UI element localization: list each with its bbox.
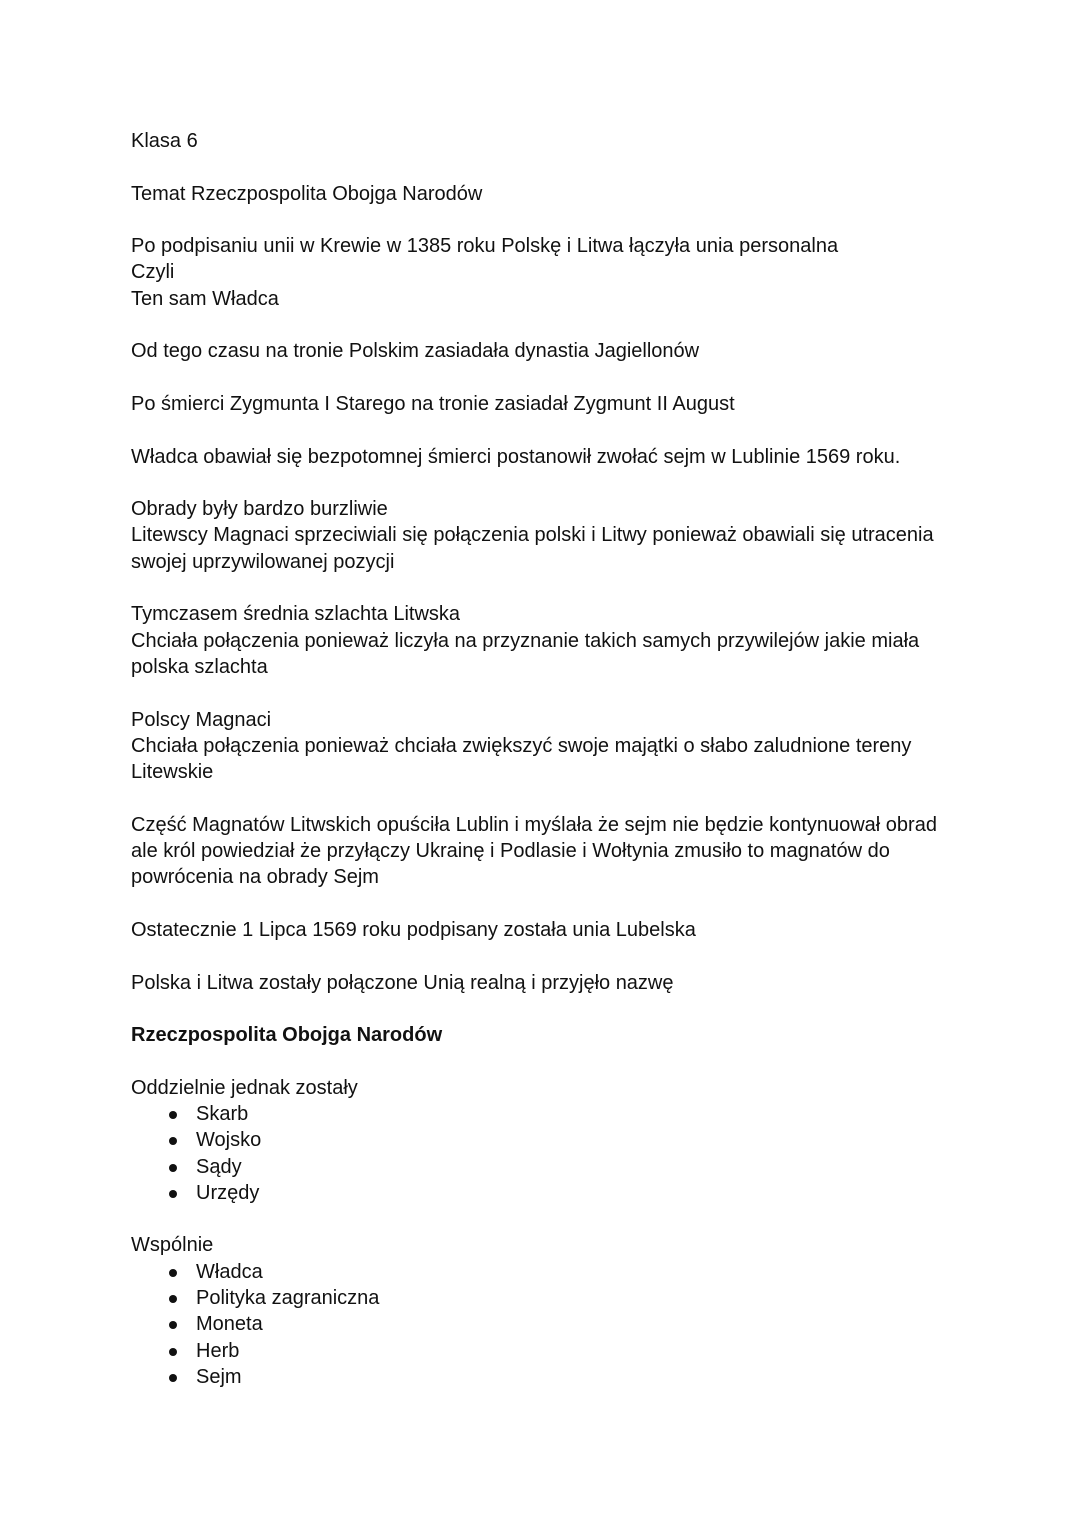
text-line: Władca obawiał się bezpotomnej śmierci postanowił zwołać sejm w Lublinie 1569 roku. (131, 445, 901, 468)
bullet-icon (169, 1295, 177, 1303)
text-line: Polscy Magnaci (131, 708, 272, 731)
list-item-text: Polityka zagraniczna (196, 1287, 380, 1310)
text-line: Po podpisaniu unii w Krewie w 1385 roku Polskę i Litwa łączyła unia personalna (131, 235, 839, 258)
list-item-text: Urzędy (196, 1181, 260, 1204)
list-item-text: Skarb (196, 1102, 249, 1125)
text-line: Litewscy Magnaci sprzeciwiali się połączenia polski i Litwy ponieważ obawiali się utracenia (131, 524, 934, 547)
separate-section (131, 1075, 991, 1206)
bullet-icon (169, 1269, 177, 1277)
list-item (131, 1311, 991, 1337)
text-line: Tymczasem średnia szlachta Litwska (131, 603, 461, 626)
text-line: polska szlachta (131, 655, 268, 678)
text-line: powrócenia na obrady Sejm (131, 866, 379, 889)
separate-list (131, 1101, 991, 1206)
document-page (131, 128, 991, 1417)
text-line: ale król powiedział że przyłączy Ukrainę i Podlasie i Wołtynia zmusiło to magnatów do (131, 840, 890, 863)
bold-heading-paragraph (131, 1022, 991, 1048)
list-item-text: Sądy (196, 1155, 242, 1178)
paragraph-polish-magnates (131, 707, 991, 786)
list-item-text: Herb (196, 1339, 240, 1362)
paragraph-zygmunt-august (131, 391, 991, 417)
paragraph-magnates-leave (131, 812, 991, 891)
paragraph-real-union (131, 970, 991, 996)
list-item (131, 1127, 991, 1153)
text-line: Po śmierci Zygmunta I Starego na tronie zasiadał Zygmunt II August (131, 392, 735, 415)
text-line: Litewskie (131, 761, 214, 784)
bullet-icon (169, 1190, 177, 1198)
class-label: Klasa 6 (131, 130, 198, 152)
commonwealth-heading: Rzeczpospolita Obojga Narodów (131, 1024, 443, 1047)
topic-title: Temat Rzeczpospolita Obojga Narodów (131, 182, 483, 205)
bullet-icon (169, 1374, 177, 1382)
list-item (131, 1364, 991, 1390)
text-line: Obrady były bardzo burzliwie (131, 498, 388, 521)
paragraph-krewo-union (131, 233, 991, 312)
list-item (131, 1338, 991, 1364)
paragraph-lublin-union-signed (131, 917, 991, 943)
text-line: Ten sam Władca (131, 287, 279, 310)
list-item-text: Sejm (196, 1365, 242, 1388)
text-line: Chciała połączenia ponieważ liczyła na przyznanie takich samych przywilejów jakie miała (131, 629, 920, 652)
paragraph-deliberations (131, 496, 991, 575)
bullet-icon (169, 1111, 177, 1119)
text-line: Chciała połączenia ponieważ chciała zwiększyć swoje majątki o słabo zaludnione tereny (131, 734, 912, 757)
list-item (131, 1180, 991, 1206)
bullet-icon (169, 1164, 177, 1172)
list-item (131, 1259, 991, 1285)
common-intro: Wspólnie (131, 1234, 214, 1257)
text-line: Polska i Litwa zostały połączone Unią realną i przyjęło nazwę (131, 971, 674, 994)
text-line: Część Magnatów Litwskich opuściła Lublin i myślała że sejm nie będzie kontynuował obrad (131, 813, 937, 836)
paragraph-sejm-lublin (131, 444, 991, 470)
text-line: Ostatecznie 1 Lipca 1569 roku podpisany została unia Lubelska (131, 918, 696, 941)
list-item (131, 1154, 991, 1180)
text-line: Od tego czasu na tronie Polskim zasiadała dynastia Jagiellonów (131, 340, 700, 363)
paragraph-lithuanian-gentry (131, 601, 991, 680)
paragraph-jagiellonian-dynasty (131, 338, 991, 364)
bullet-icon (169, 1348, 177, 1356)
list-item (131, 1101, 991, 1127)
bullet-icon (169, 1137, 177, 1145)
list-item-text: Moneta (196, 1313, 263, 1336)
separate-intro: Oddzielnie jednak zostały (131, 1076, 358, 1099)
list-item-text: Władca (196, 1260, 263, 1283)
list-item (131, 1285, 991, 1311)
text-line: swojej uprzywilowanej pozycji (131, 550, 395, 573)
topic-paragraph (131, 181, 991, 207)
class-label-paragraph (131, 128, 991, 154)
common-list (131, 1259, 991, 1390)
text-line: Czyli (131, 261, 175, 284)
list-item-text: Wojsko (196, 1129, 262, 1152)
common-section (131, 1232, 991, 1390)
bullet-icon (169, 1321, 177, 1329)
